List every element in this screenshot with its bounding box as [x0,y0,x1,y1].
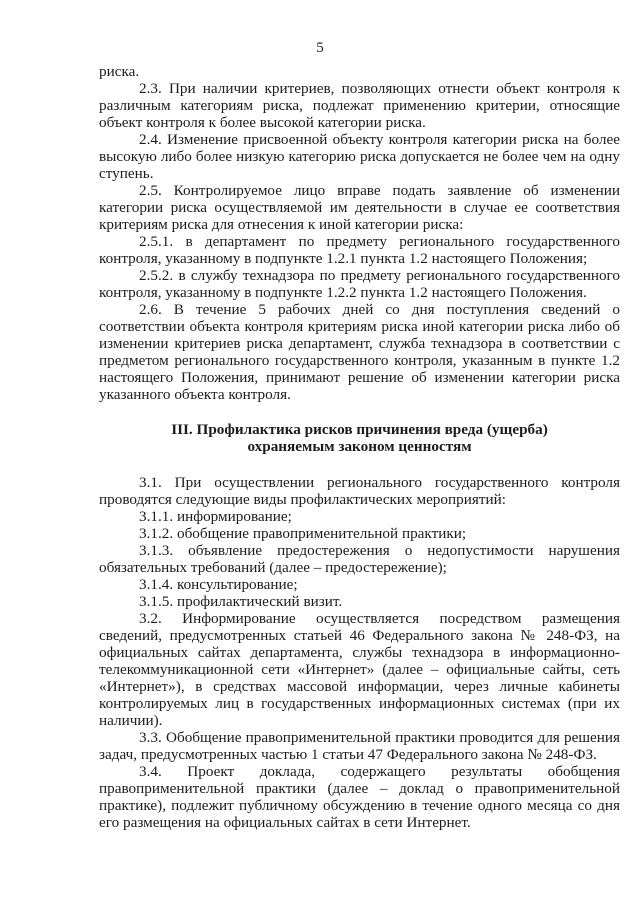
list-item: 3.1.1. информирование; [139,508,292,525]
list-item: 3.1.3. объявление предостережения о недопустимости нарушения обязательных требований (далее – предостережение); [99,542,620,576]
list-item: 3.1.4. консультирование; [139,576,298,593]
paragraph: риска. [99,63,140,80]
paragraph: 2.6. В течение 5 рабочих дней со дня поступления сведений о соответствии объекта контроля критериям риска иной категории риска либо об изменении критериев риска департамент, служба технадзора в соответствии с предметом регионального государственного контроля, указанным в пункте 1.2 настоящего Положения, принимают решение об изменении категории риска указанного объекта контроля. [99,301,620,403]
list-item: 3.1.2. обобщение правоприменительной практики; [139,525,467,542]
list-item: 3.1.5. профилактический визит. [139,593,343,610]
paragraph: 2.5.2. в службу технадзора по предмету регионального государственного контроля, указанному в подпункте 1.2.2 пункта 1.2 настоящего Положения. [99,267,620,301]
document-body [99,63,620,831]
section-heading [99,421,620,455]
paragraph: 2.3. При наличии критериев, позволяющих отнести объект контроля к различным категориям риска, подлежат применению критерии, относящие объект контроля к более высокой категории риска. [99,80,620,131]
section-heading-line-1: III. Профилактика рисков причинения вреда (ущерба) [171,421,548,438]
paragraph: 3.2. Информирование осуществляется посредством размещения сведений, предусмотренных статьей 46 Федерального закона № 248-ФЗ, на официальных сайтах департамента, службы технадзора в информационно-телекоммуникационной сети «Интернет» (далее – официальные сайты, сеть «Интернет»), в средствах массовой информации, через личные кабинеты контролируемых лиц в государственных информационных системах (при их наличии). [99,610,620,729]
paragraph: 2.5. Контролируемое лицо вправе подать заявление об изменении категории риска осуществляемой им деятельности в случае ее соответствия критериям риска для отнесения к иной категории риска: [99,182,620,233]
paragraph: 2.5.1. в департамент по предмету регионального государственного контроля, указанному в подпункте 1.2.1 пункта 1.2 настоящего Положения; [99,233,620,267]
paragraph: 3.1. При осуществлении регионального государственного контроля проводятся следующие виды профилактических мероприятий: [99,474,620,508]
paragraph: 3.4. Проект доклада, содержащего результаты обобщения правоприменительной практики (далее – доклад о правоприменительной практике), подлежит публичному обсуждению в течение одного месяца со дня его размещения на официальных сайтах в сети Интернет. [99,763,620,831]
section-heading-line-2: охраняемым законом ценностям [247,438,472,455]
paragraph: 2.4. Изменение присвоенной объекту контроля категории риска на более высокую либо более низкую категорию риска допускается не более чем на одну ступень. [99,131,620,182]
paragraph: 3.3. Обобщение правоприменительной практики проводится для решения задач, предусмотренных частью 1 статьи 47 Федерального закона № 248-ФЗ. [99,729,620,763]
page-number: 5 [316,40,324,56]
